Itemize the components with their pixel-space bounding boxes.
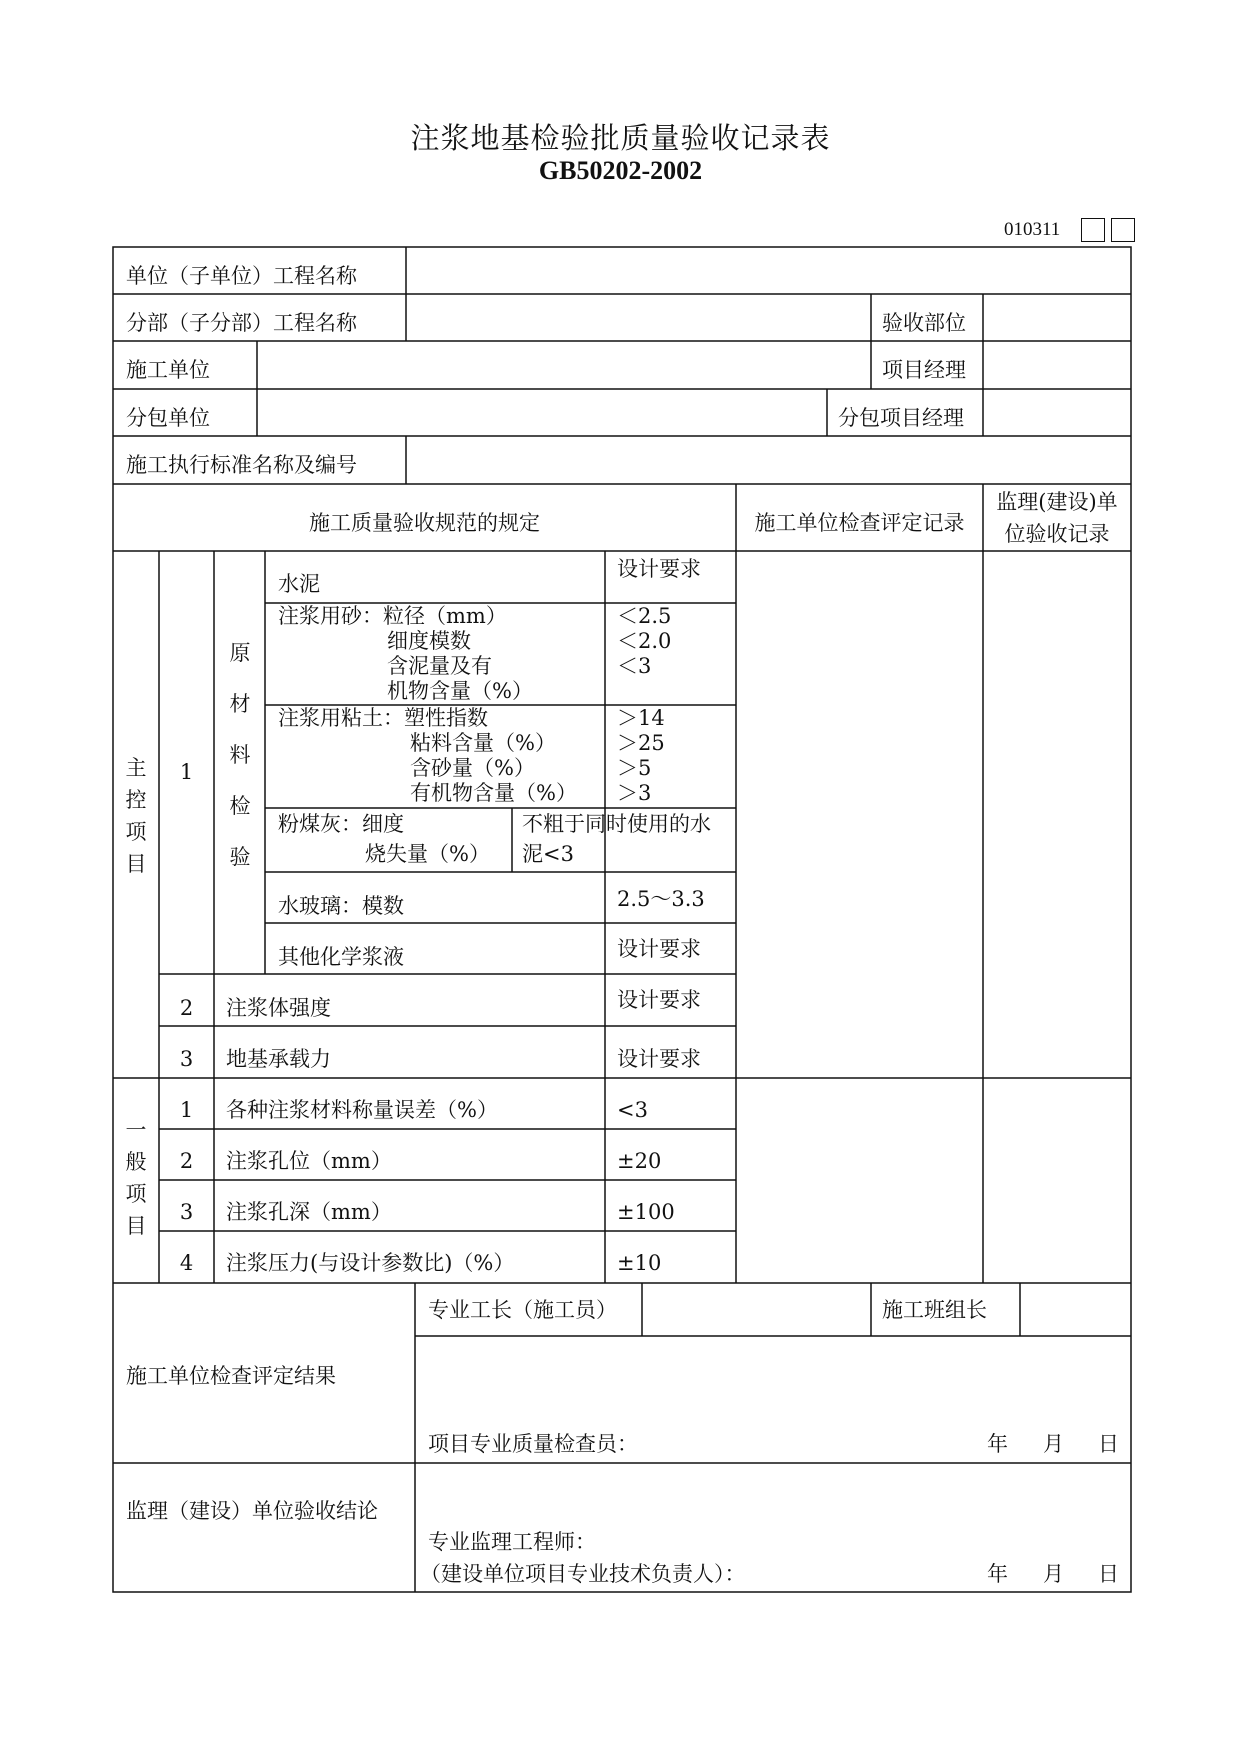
general-row-4-item: 注浆压力(与设计参数比)（%）	[226, 1251, 515, 1275]
sand-value-2: ＜2.0	[617, 629, 672, 653]
general-row-1-item: 各种注浆材料称量误差（%）	[226, 1098, 498, 1122]
date-month-2: 月	[1043, 1562, 1064, 1586]
subcontract-manager-label: 分包项目经理	[838, 406, 964, 430]
main-item-2-label: 注浆体强度	[226, 996, 331, 1020]
project-manager-label: 项目经理	[882, 358, 966, 382]
clay-value-4: ＞3	[617, 781, 652, 805]
sand-line-2: 细度模数	[387, 629, 471, 653]
sand-line-4: 机物含量（%）	[387, 679, 533, 703]
supervision-result-label: 监理（建设）单位验收结论	[126, 1499, 378, 1523]
supervision-engineer-label: 专业监理工程师：	[428, 1530, 596, 1554]
flyash-line-2: 烧失量（%）	[365, 842, 490, 866]
foreman-label: 专业工长（施工员）	[428, 1298, 617, 1322]
quality-inspector-label: 项目专业质量检查员：	[428, 1432, 638, 1456]
main-item-3-value: 设计要求	[617, 1047, 701, 1071]
sub-project-label: 分部（子分部）工程名称	[126, 311, 357, 335]
clay-value-2: ＞25	[617, 731, 665, 755]
spec-header: 施工质量验收规范的规定	[309, 511, 540, 535]
water-glass-value: 2.5～3.3	[617, 887, 705, 911]
standard-code: GB50202-2002	[538, 156, 703, 185]
water-glass-label: 水玻璃：模数	[278, 894, 404, 918]
cement-label: 水泥	[278, 572, 320, 596]
other-chem-value: 设计要求	[617, 937, 701, 961]
clay-value-1: ＞14	[617, 706, 665, 730]
sand-line-3: 含泥量及有	[387, 654, 492, 678]
main-item-3-label: 地基承载力	[226, 1047, 331, 1071]
general-row-1-value: <3	[617, 1098, 648, 1122]
construction-unit-label: 施工单位	[126, 358, 210, 382]
unit-project-label: 单位（子单位）工程名称	[126, 264, 357, 288]
main-item-1-no: 1	[179, 760, 194, 784]
date-year-1: 年	[987, 1432, 1008, 1456]
owner-technical-lead-label: （建设单位项目专业技术负责人）：	[420, 1562, 746, 1586]
flyash-value-2: 泥<3	[522, 842, 574, 866]
main-item-2-value: 设计要求	[617, 988, 701, 1012]
other-chem-label: 其他化学浆液	[278, 945, 404, 969]
cement-requirement: 设计要求	[617, 557, 701, 581]
general-category: 一 般 项 目	[125, 1118, 147, 1238]
construction-result-label: 施工单位检查评定结果	[126, 1364, 336, 1388]
sand-line-1: 注浆用砂：粒径（mm）	[278, 604, 507, 628]
main-item-2-no: 2	[179, 996, 194, 1020]
clay-line-1: 注浆用粘土：塑性指数	[278, 706, 488, 730]
flyash-value-1: 不粗于同时使用的水	[522, 812, 711, 836]
clay-value-3: ＞5	[617, 756, 652, 780]
form-title: 注浆地基检验批质量验收记录表	[410, 121, 831, 155]
subcontract-unit-label: 分包单位	[126, 406, 210, 430]
standard-name-label: 施工执行标准名称及编号	[126, 453, 357, 477]
raw-material-label: 原 材 料 检 验	[229, 641, 251, 869]
general-row-3-value: ±100	[617, 1200, 675, 1224]
general-row-3-no: 3	[179, 1200, 194, 1224]
clay-line-4: 有机物含量（%）	[410, 781, 577, 805]
supervision-header-l1: 监理(建设)单	[996, 490, 1118, 514]
sand-value-1: ＜2.5	[617, 604, 672, 628]
clay-line-2: 粘料含量（%）	[410, 731, 556, 755]
sand-value-3: ＜3	[617, 654, 652, 678]
main-item-3-no: 3	[179, 1047, 194, 1071]
team-leader-label: 施工班组长	[882, 1298, 987, 1322]
general-row-4-no: 4	[179, 1251, 194, 1275]
main-control-category: 主 控 项 目	[125, 756, 147, 876]
general-row-1-no: 1	[179, 1098, 194, 1122]
date-day-1: 日	[1098, 1432, 1119, 1456]
general-row-4-value: ±10	[617, 1251, 662, 1275]
flyash-line-1: 粉煤灰：细度	[278, 812, 404, 836]
date-year-2: 年	[987, 1562, 1008, 1586]
general-row-2-item: 注浆孔位（mm）	[226, 1149, 392, 1173]
general-row-2-no: 2	[179, 1149, 194, 1173]
supervision-header-l2: 位验收记录	[1004, 522, 1110, 546]
check-header: 施工单位检查评定记录	[754, 511, 965, 535]
general-row-3-item: 注浆孔深（mm）	[226, 1200, 392, 1224]
date-day-2: 日	[1098, 1562, 1119, 1586]
clay-line-3: 含砂量（%）	[410, 756, 535, 780]
acceptance-part-label: 验收部位	[882, 311, 966, 335]
general-row-2-value: ±20	[617, 1149, 662, 1173]
date-month-1: 月	[1043, 1432, 1064, 1456]
form-code: 010311	[1004, 219, 1061, 240]
